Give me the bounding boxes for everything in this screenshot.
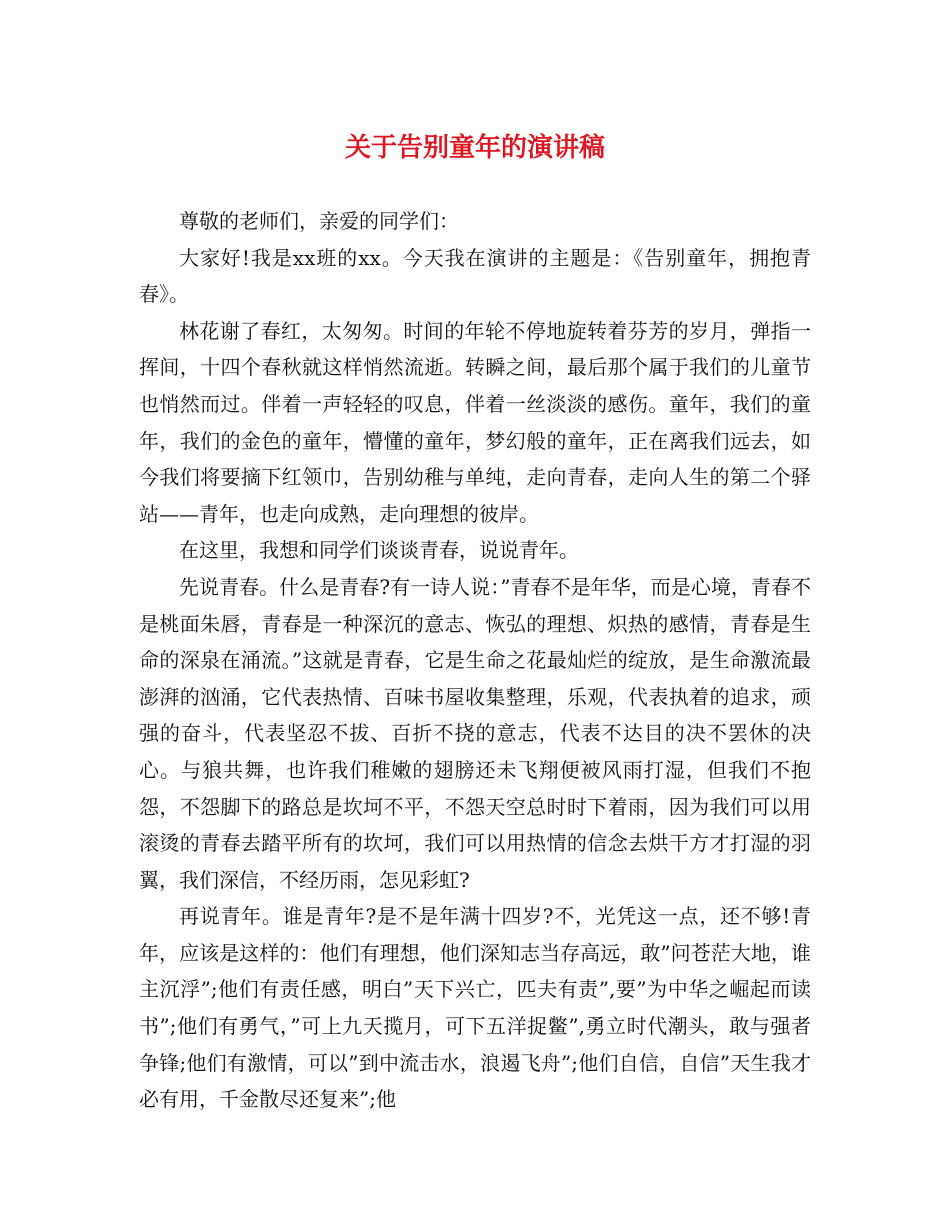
paragraph-youth-spirit: 先说青春。什么是青春?有一诗人说：”青春不是年华，而是心境，青春不是桃面朱唇，青春是一种深沉的意志、恢弘的理想、炽热的感情，青春是生命的深泉在涌流。”这就是青春，它是生命之花最灿烂的绽放，是生命激流最澎湃的汹涌，它代表热情、百味书屋收集整理，乐观，代表执着的追求，顽强的奋斗，代表坚忍不拔、百折不挠的意志，代表不达目的决不罢休的决心。与狼共舞，也许我们稚嫩的翅膀还未飞翔便被风雨打湿，但我们不抱怨，不怨脚下的路总是坎坷不平，不怨天空总时时下着雨，因为我们可以用滚烫的青春去踏平所有的坎坷，我们可以用热情的信念去烘干方才打湿的羽翼，我们深信，不经历雨，怎见彩虹?: [139, 574, 811, 892]
paragraph-transition: 在这里，我想和同学们谈谈青春，说说青年。: [179, 538, 579, 563]
paragraph-childhood: 林花谢了春红，太匆匆。时间的年轮不停地旋转着芬芳的岁月，弹指一挥间，十四个春秋就这样悄然流逝。转瞬之间，最后那个属于我们的儿童节也悄然而过。伴着一声轻轻的叹息，伴着一丝淡淡的感伤。童年，我们的童年，我们的金色的童年，懵懂的童年，梦幻般的童年，正在离我们远去，如今我们将要摘下红领巾，告别幼稚与单纯，走向青春，走向人生的第二个驿站——青年，也走向成熟，走向理想的彼岸。: [139, 318, 811, 526]
paragraph-young-people: 再说青年。谁是青年?是不是年满十四岁?不，光凭这一点，还不够!青年，应该是这样的：他们有理想，他们深知志当存高远，敢”问苍茫大地，谁主沉浮”;他们有责任感，明白”天下兴亡，匹夫有责”,要”为中华之崛起而读书”;他们有勇气，”可上九天揽月，可下五洋捉鳖”,勇立时代潮头，敢与强者争锋;他们有激情，可以”到中流击水，浪遏飞舟”;他们自信，自信”天生我才必有用，千金散尽还复来”;他: [139, 904, 811, 1112]
document-body: [139, 203, 811, 1118]
paragraph-salutation: 尊敬的老师们，亲爱的同学们：: [179, 209, 459, 233]
document-title: 关于告别童年的演讲稿: [344, 133, 605, 163]
paragraph-greeting: 大家好!我是xx班的xx。今天我在演讲的主题是：《告别童年，拥抱青春》。: [139, 245, 811, 307]
